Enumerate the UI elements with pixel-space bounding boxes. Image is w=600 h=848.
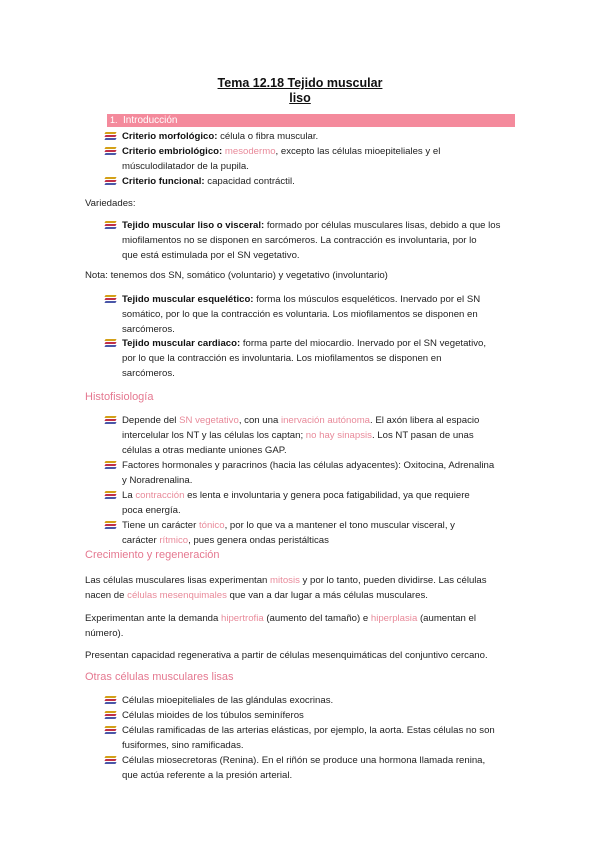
list-item [122,708,522,723]
item-text: forma los músculos esqueléticos. Inervado por el SN [253,294,481,305]
bullet-icon [105,177,116,185]
item-text: . El axón libera al espacio [370,415,480,426]
list-item [122,144,522,174]
paragraph-text: número). [85,628,124,639]
list-item [122,129,522,144]
list-item [122,693,522,708]
highlight-text: células mesenquimales [127,590,227,601]
list-item [122,723,522,753]
section-heading-crecimiento: Crecimiento y regeneración [85,549,220,561]
list-item [122,174,522,189]
list-item [122,336,522,381]
highlight-text: contracción [135,490,185,501]
bullet-icon [105,295,116,303]
item-text: Factores hormonales y paracrinos (hacia las células adyacentes): Oxitocina, Adrenalina [122,460,495,471]
term-label: Criterio funcional: [122,176,205,187]
item-text: , con una [238,415,281,426]
item-text: . Los NT pasan de unas [371,430,474,441]
highlight-text: rítmico [159,535,189,546]
bullet-icon [105,756,116,764]
bullet-icon [105,221,116,229]
item-text: Células miosecretoras (Renina). En el riñón se produce una hormona llamada renina, [122,755,486,766]
highlight-text: hiperplasia [370,613,418,624]
intro-heading-number: 1. [110,115,118,125]
item-text: intercelular los NT y las células los captan; [122,430,306,441]
list-item [122,458,522,488]
item-text: por lo que la contracción es involuntaria. Los miofilamentos se disponen en [122,353,442,364]
highlight-text: SN vegetativo [179,415,239,426]
bullet-icon [105,726,116,734]
paragraph-text: y por lo tanto, pueden dividirse. Las células [299,575,487,586]
section-heading-histofisiologia: Histofisiología [85,391,154,403]
document-title-line2: liso [289,91,311,105]
item-text: Células mioepiteliales de las glándulas exocrinas. [122,695,334,706]
bullet-icon [105,696,116,704]
item-text: , por lo que va a mantener el tono muscular visceral, y [224,520,455,531]
term-label: Tejido muscular cardiaco: [122,338,241,349]
item-text: Tiene un carácter [122,520,199,531]
term-label: Criterio morfológico: [122,131,218,142]
item-text: Depende del [122,415,180,426]
item-text: capacidad contráctil. [204,176,295,187]
item-text: que está estimulada por el SN vegetativo. [122,250,300,261]
highlight-text: hipertrofia [221,613,264,624]
nota-text: Nota: tenemos dos SN, somático (voluntario) y vegetativo (involuntario) [85,270,388,281]
paragraph [85,573,515,603]
list-item [122,518,522,548]
item-text: células a otras mediante uniones GAP. [122,445,287,456]
item-text: sarcómeros. [122,368,175,379]
item-text: poca energía. [122,505,181,516]
highlight-text: mesodermo [222,146,276,157]
item-text: fusiformes, sino ramificadas. [122,740,244,751]
list-item [122,218,522,263]
item-text: es lenta e involuntaria y genera poca fatigabilidad, ya que requiere [184,490,470,501]
item-text: Células mioides de los túbulos seminíferos [122,710,304,721]
bullet-icon [105,521,116,529]
item-text: sarcómeros. [122,324,175,335]
paragraph: Presentan capacidad regenerativa a partir de células mesenquimáticas del conjuntivo cercano. [85,650,488,661]
list-item [122,488,522,518]
item-text: formado por células musculares lisas, debido a que los [264,220,501,231]
paragraph-text: (aumento del tamaño) e [263,613,371,624]
item-text: músculodilatador de la pupila. [122,161,249,172]
item-text: y Noradrenalina. [122,475,193,486]
paragraph-text: que van a dar lugar a más células musculares. [226,590,428,601]
highlight-text: no hay sinapsis [305,430,372,441]
term-label: Tejido muscular esquelético: [122,294,254,305]
highlight-text: mitosis [270,575,300,586]
bullet-icon [105,339,116,347]
paragraph [85,611,515,641]
list-item [122,753,522,783]
highlight-text: inervación autónoma [280,415,371,426]
item-text: célula o fibra muscular. [217,131,319,142]
bullet-icon [105,711,116,719]
variedades-label: Variedades: [85,198,136,209]
item-text: Células ramificadas de las arterias elásticas, por ejemplo, la aorta. Estas células no son [122,725,495,736]
item-text: carácter [122,535,160,546]
list-item [122,292,522,337]
item-text: forma parte del miocardio. Inervado por el SN vegetativo, [240,338,487,349]
bullet-icon [105,416,116,424]
paragraph-text: Las células musculares lisas experimentan [85,575,271,586]
intro-heading: Introducción [123,115,178,126]
bullet-icon [105,132,116,140]
list-item [122,413,522,458]
bullet-icon [105,491,116,499]
item-text: que actúa referente a la presión arterial. [122,770,293,781]
section-heading-otras: Otras células musculares lisas [85,671,234,683]
item-text: somático, por lo que la contracción es voluntaria. Los miofilamentos se disponen en [122,309,478,320]
highlight-text: tónico [198,520,225,531]
bullet-icon [105,461,116,469]
term-label: Tejido muscular liso o visceral: [122,220,265,231]
document-title-line1: Tema 12.18 Tejido muscular [217,76,383,90]
paragraph-text: nacen de [85,590,128,601]
paragraph-text: (aumentan el [417,613,476,624]
term-label: Criterio embriológico: [122,146,223,157]
item-text: , excepto las células mioepiteliales y el [275,146,441,157]
item-text: La [122,490,136,501]
bullet-icon [105,147,116,155]
item-text: miofilamentos no se disponen en sarcómeros. La contracción es involuntaria, por lo [122,235,477,246]
item-text: , pues genera ondas peristálticas [188,535,329,546]
paragraph-text: Experimentan ante la demanda [85,613,221,624]
